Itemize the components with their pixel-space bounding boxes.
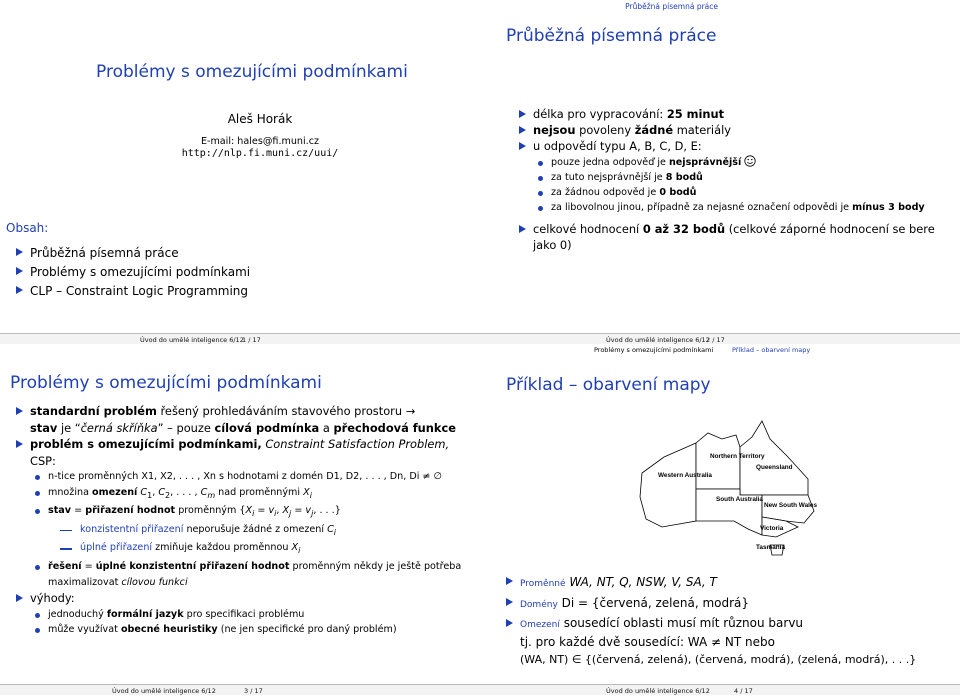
list-item: problém s omezujícími podmínkami, Constraint Satisfaction Problem, CSP: n-tice proměnných X1, X2, . . . , Xn s hodnotami z domén D1, D2, . . . , Dn, Di ≠ ∅ množina omezení $C_1$, $C_2$, . . . , $C_m$ nad proměnnými $X_i$ stav = přiřazení hodnot proměnným {$X_i = v_i$, $X_j = v_j$, . . .} konzistentní přiřazení neporušuje žádné z omezení $C_i$ úplné přiřazení zmiňuje každou proměnnou $X_i$ řešení = úplné konzistentní přiřazení hodnot proměnným někdy je ještě potřeba maximalizovat cílovou funkci — [14, 436, 469, 590]
sub-item: stav = přiřazení hodnot proměnným {$X_i = v_i$, $X_j = v_j$, . . .} konzistentní přiřazení neporušuje žádné z omezení $C_i$ úplné přiřazení zmiňuje každou proměnnou $X_i$ — [30, 503, 469, 559]
footer — [0, 333, 480, 344]
sub-item: za žádnou odpověd je 0 bodů — [533, 185, 947, 200]
toc-heading: Obsah: — [6, 221, 49, 235]
rules-list — [517, 106, 947, 253]
footer-page: 2 / 17 — [706, 336, 725, 344]
sub-sub-item: konzistentní přiřazení neporušuje žádné z omezení $C_i$ — [48, 522, 469, 541]
footer-course: Úvod do umělé inteligence 6/12 — [606, 687, 710, 695]
slide-title: Příklad – obarvení mapy — [506, 375, 711, 395]
map-region-nt — [696, 433, 740, 489]
footer-course: Úvod do umělé inteligence 6/12 — [606, 336, 710, 344]
map-label: Western Australia — [658, 472, 712, 479]
sub-item: za libovolnou jinou, případně za nejasné označení odpovědi je mínus 3 body — [533, 200, 947, 215]
toc-item[interactable]: Problémy s omezujícími podmínkami — [14, 263, 250, 282]
toc-item[interactable]: Průběžná písemná práce — [14, 244, 250, 263]
toc-item[interactable]: CLP – Constraint Logic Programming — [14, 282, 250, 301]
map-label: Victoria — [760, 525, 784, 532]
sub-item: řešení = úplné konzistentní přiřazení hodnot proměnným někdy je ještě potřeba maximalizovat cílovou funkci — [30, 559, 469, 590]
australia-map — [636, 417, 826, 565]
footer-page: 3 / 17 — [244, 687, 263, 695]
slide-title: Problémy s omezujícími podmínkami — [96, 62, 408, 82]
sub-item: n-tice proměnných X1, X2, . . . , Xn s hodnotami z domén D1, D2, . . . , Dn, Di ≠ ∅ — [30, 469, 469, 485]
map-label: Queensland — [756, 464, 793, 471]
list-item: Proměnné WA, NT, Q, NSW, V, SA, T — [504, 573, 954, 594]
map-label: New South Wales — [764, 502, 818, 509]
toc-list — [14, 244, 250, 301]
slide-3 — [0, 349, 480, 697]
smiley-icon — [744, 155, 756, 167]
footer-course: Úvod do umělé inteligence 6/12 — [112, 687, 216, 695]
slide-1 — [0, 0, 480, 348]
sub-item: může využívat obecné heuristiky (ne jen specifické pro daný problém) — [30, 622, 469, 638]
map-label: Tasmania — [756, 544, 786, 551]
sub-item: množina omezení $C_1$, $C_2$, . . . , $C_m$ nad proměnnými $X_i$ — [30, 485, 469, 504]
sub-item: jednoduchý formální jazyk pro specifikaci problému — [30, 607, 469, 623]
footer — [0, 684, 480, 695]
slide-4 — [480, 349, 960, 697]
running-header: Průběžná písemná práce — [625, 2, 718, 11]
slide-title: Problémy s omezujícími podmínkami — [10, 373, 322, 393]
list-item: u odpovědí typu A, B, C, D, E: pouze jedna odpověď je nejsprávnější za tuto nejsprávnější je 8 bodů za žádnou odpověd je 0 bodů za libovolnou jinou, případně za nejasné označení odpovědi je mínus 3 body — [517, 138, 947, 215]
map-label: South Australia — [716, 496, 763, 503]
sub-item: za tuto nejsprávnější je 8 bodů — [533, 170, 947, 185]
footer — [480, 333, 960, 344]
csp-list — [14, 403, 469, 638]
list-item: celkové hodnocení 0 až 32 bodů (celkové záporné hodnocení se bere jako 0) — [517, 221, 947, 253]
slide-title: Průběžná písemná práce — [506, 26, 717, 46]
map-example-list — [504, 573, 954, 668]
footer-page: 4 / 17 — [734, 687, 753, 695]
slide-2 — [480, 0, 960, 348]
list-item: Domény Di = {červená, zelená, modrá} — [504, 594, 954, 615]
url[interactable]: http://nlp.fi.muni.cz/uui/ — [181, 148, 339, 159]
footer-course: Úvod do umělé inteligence 6/12 — [140, 336, 244, 344]
sub-item: pouze jedna odpověď je nejsprávnější — [533, 155, 947, 170]
sub-sub-item: úplné přiřazení zmiňuje každou proměnnou $X_i$ — [48, 540, 469, 559]
list-item: výhody: jednoduchý formální jazyk pro specifikaci problému může využívat obecné heuristiky (ne jen specifické pro daný problém) — [14, 590, 469, 638]
list-item: Omezení sousedící oblasti musí mít různou barvu tj. pro každé dvě sousedící: WA ≠ NT nebo (WA, NT) ∈ {(červená, zelená), (červená, modrá), (zelená, modrá), . . .} — [504, 615, 954, 668]
footer-subsection: Příklad – obarvení mapy — [732, 346, 811, 354]
email: E-mail: hales@fi.muni.cz — [200, 136, 320, 147]
list-item: nejsou povoleny žádné materiály — [517, 122, 947, 138]
footer — [480, 684, 960, 695]
author: Aleš Horák — [227, 112, 293, 126]
map-region-wa — [640, 443, 696, 527]
footer-page: 1 / 17 — [242, 336, 261, 344]
footer-section: Problémy s omezujícími podmínkami — [594, 346, 714, 354]
list-item: standardní problém řešený prohledáváním stavového prostoru → stav je “černá skříňka” – pouze cílová podmínka a přechodová funkce — [14, 403, 469, 436]
map-label: Northern Territory — [710, 453, 765, 460]
list-item: délka pro vypracování: 25 minut — [517, 106, 947, 122]
